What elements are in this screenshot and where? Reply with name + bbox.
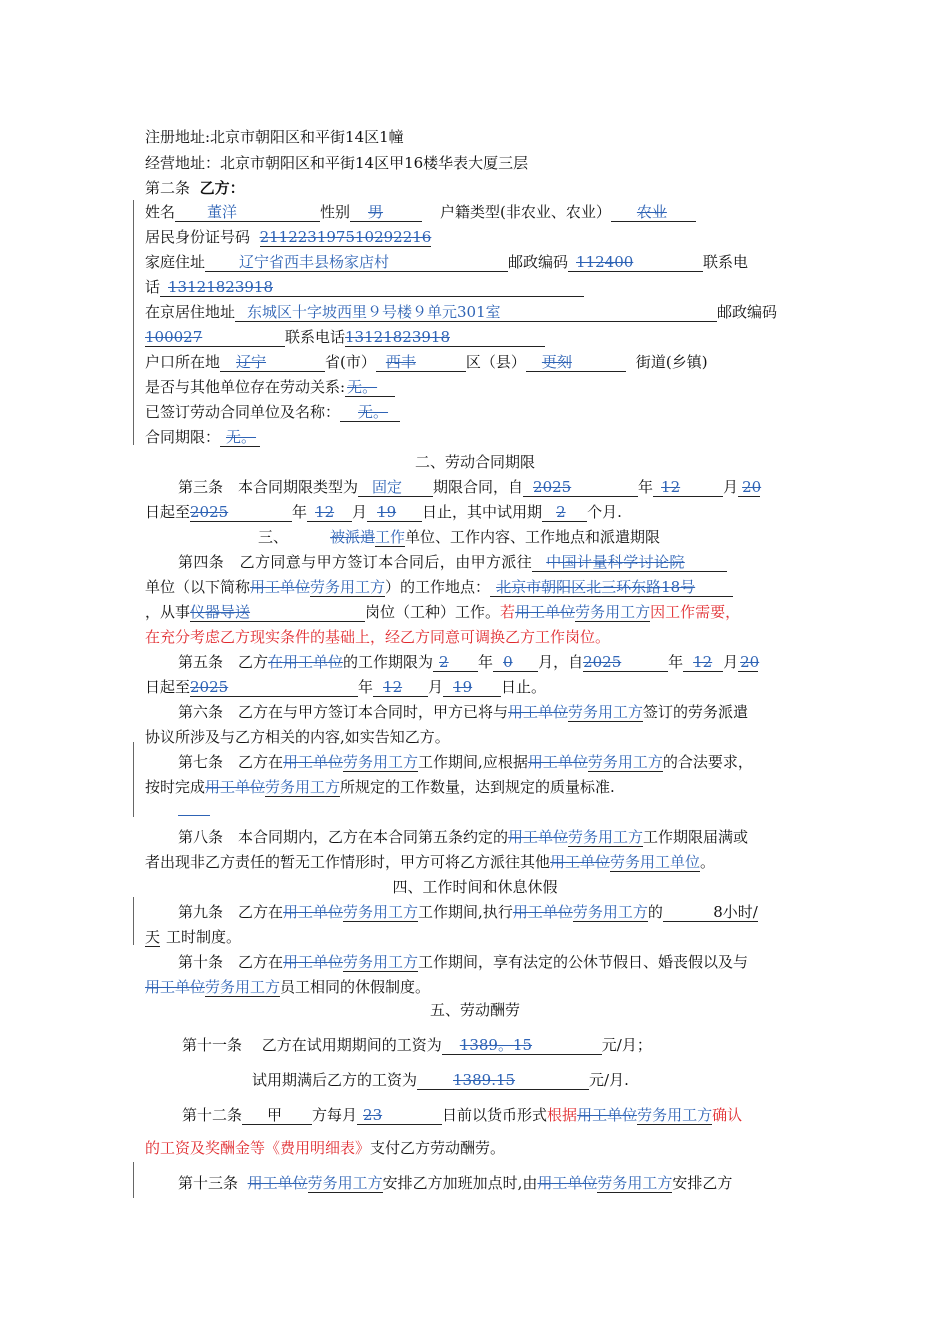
text-run: 家庭住址 [145, 253, 206, 271]
fill-blank: 劳务用工方 [572, 903, 648, 921]
article-3-line-1 [178, 477, 760, 497]
text-run: 用工单位 [550, 853, 611, 871]
text-run: 单位（以下简称 [145, 578, 251, 596]
id-row [145, 227, 431, 247]
text-run: 农业 [636, 203, 667, 221]
fill-blank [523, 479, 638, 497]
article-13-line-1 [178, 1173, 732, 1193]
text-run: 居民身份证号码 [145, 228, 251, 246]
text-run: 用工单位 [508, 828, 569, 846]
text-run: 无。 [358, 403, 389, 421]
text-run: 年 [292, 503, 308, 521]
text-run: 工作期间,应根据 [418, 753, 528, 771]
text-run: 安排乙方加班加点时,由 [382, 1174, 538, 1192]
text-run: 第十条 乙方在 [178, 953, 284, 971]
text-run: 。 [700, 853, 716, 871]
article-5-line-2 [145, 677, 546, 697]
text-run: 在用工单位 [268, 653, 344, 671]
text-run: 户口所在地 [145, 353, 221, 371]
text-run: 的 [647, 903, 663, 921]
text-run: 按时完成 [145, 778, 206, 796]
article-4-line-1 [178, 552, 727, 572]
text-run: 23 [363, 1106, 383, 1124]
signed-contract-row [145, 402, 400, 422]
text-run: 天 [145, 928, 161, 946]
fill-blank: 劳务用工方 [568, 828, 644, 846]
text-run: 2025 [533, 478, 572, 496]
text-run: 月 [723, 478, 739, 496]
fill-blank [307, 504, 352, 522]
text-run: 邮政编码 [508, 253, 569, 271]
text-run: 单位、工作内容、工作地点和派遣期限 [405, 528, 661, 546]
article-4-line-3 [145, 602, 740, 622]
text-run: ，从事 [145, 603, 191, 621]
text-run: 性别 [320, 203, 351, 221]
text-run: 员工相同的休假制度。 [280, 978, 431, 996]
text-run: 用工单位 [247, 1174, 308, 1192]
fill-blank: 劳务用工方 [310, 578, 386, 596]
text-run: 112400 [576, 253, 634, 271]
article-6-line-1 [178, 702, 748, 722]
fill-blank: 劳务用工方 [343, 953, 419, 971]
text-run: 20 [740, 653, 760, 671]
article-4-line-2 [145, 577, 733, 597]
text-run: 用工单位 [250, 578, 311, 596]
party-b-name-row [145, 202, 696, 222]
reg-address: 注册地址:北京市朝阳区和平街14区1幢 [145, 128, 404, 146]
fill-blank [340, 404, 400, 422]
text-run: 安排乙方 [672, 1174, 733, 1192]
text-run: 12 [383, 678, 403, 696]
text-run: 第八条 本合同期内，乙方在本合同第五条约定的 [178, 828, 509, 846]
text-run: 期限合同，自 [433, 478, 524, 496]
fill-blank: 劳务用工方 [568, 703, 644, 721]
article-12-line-2 [145, 1138, 505, 1158]
text-run: 的合法要求， [662, 753, 753, 771]
text-run: 用工单位 [283, 953, 344, 971]
text-run: 8小时/ [713, 903, 758, 921]
fill-blank: 劳务用工方 [587, 753, 663, 771]
article-3-line-2 [145, 502, 622, 522]
fill-blank [443, 679, 501, 697]
text-run: 1389.15 [453, 1071, 516, 1089]
text-run: 元/月. [589, 1071, 629, 1089]
change-bar [133, 200, 134, 445]
section-5-heading: 五、劳动酬劳 [429, 1001, 520, 1019]
text-run: 0 [503, 653, 513, 671]
text-run: 日前以货币形式 [442, 1106, 548, 1124]
section-4-heading: 四、工作时间和休息休假 [392, 878, 558, 896]
text-run: 街道(乡镇) [635, 353, 708, 371]
fill-blank [583, 654, 668, 672]
text-run: 省(市） [325, 353, 376, 371]
article-8-line-1 [178, 827, 748, 847]
text-run: 19 [377, 503, 397, 521]
fill-blank [526, 354, 626, 372]
text-run: 支付乙方劳动酬劳。 [370, 1139, 506, 1157]
text-run: 工作期间，享有法定的公休节假日、婚丧假以及与 [418, 953, 749, 971]
fill-blank [345, 379, 395, 397]
text-run: 19 [453, 678, 473, 696]
fill-blank [373, 679, 428, 697]
text-run: 211223197510292216 [259, 228, 432, 246]
text-run: 无。 [347, 378, 378, 396]
text-run: 的工资及奖酬金等《费用明细表》 [145, 1139, 371, 1157]
text-run [288, 528, 330, 546]
text-run: 被派遣 [330, 528, 376, 546]
section-2-heading: 二、劳动合同期限 [414, 453, 535, 471]
text-run: 工作期限届满或 [643, 828, 749, 846]
text-run: 年 [478, 653, 494, 671]
text-run: 12 [661, 478, 681, 496]
article-11-line-1 [182, 1035, 652, 1055]
fill-blank [358, 479, 433, 497]
text-run: 邮政编码 [717, 303, 778, 321]
text-run: 合同期限： [145, 428, 221, 446]
text-run: 用工单位 [205, 778, 266, 796]
change-bar [133, 897, 134, 945]
fill-blank [532, 554, 727, 572]
fill-blank [145, 929, 160, 947]
fill-blank [568, 254, 703, 272]
article-7-line-2 [145, 777, 615, 797]
text-run: 的工作期限为 [343, 653, 434, 671]
text-run: 甲 [267, 1106, 283, 1124]
text-run: 2025 [190, 503, 229, 521]
text-run: 岗位（工种）工作。 [365, 603, 501, 621]
text-run: 第二条 [145, 179, 191, 197]
fill-blank [663, 904, 758, 922]
text-run: 日起至 [145, 503, 191, 521]
text-run: 第十一条 乙方在试用期期间的工资为 [182, 1036, 442, 1054]
text-run: 无。 [226, 428, 257, 446]
fill-blank: 劳务用工单位 [610, 853, 701, 871]
text-run: 元/月； [601, 1036, 652, 1054]
text-run: 个月. [587, 503, 622, 521]
contract-term-row [145, 427, 260, 447]
article-8-line-2 [145, 852, 715, 872]
home-row [145, 252, 748, 272]
fill-blank [433, 654, 478, 672]
text-run: 者出现非乙方责任的暂无工作情形时，甲方可将乙方派往其他 [145, 853, 551, 871]
text-run: 用工单位 [515, 603, 576, 621]
fill-blank [653, 479, 723, 497]
fill-blank [345, 329, 545, 347]
text-run: 仪器导送 [190, 603, 251, 621]
text-run: 第十二条 [182, 1106, 243, 1124]
fill-blank [175, 204, 320, 222]
text-run: 辽宁省西丰县杨家店村 [239, 253, 390, 271]
fill-blank [350, 204, 422, 222]
text-run: 第十三条 [178, 1174, 239, 1192]
text-run: 所规定的工作数量，达到规定的质量标准. [340, 778, 615, 796]
article-10-line-2 [145, 977, 430, 997]
fill-blank: 劳务用工方 [205, 978, 281, 996]
text-run: 试用期满后乙方的工资为 [252, 1071, 418, 1089]
text-run: 日止。 [501, 678, 547, 696]
text-run: 第四条 乙方同意与甲方签订本合同后，由甲方派往 [178, 553, 533, 571]
text-run: 联系电 [703, 253, 749, 271]
text-run: 中国计量科学讨论院 [546, 553, 685, 571]
fill-blank: 劳务用工方 [575, 603, 651, 621]
text-run: 用工单位 [145, 978, 206, 996]
bj-postcode-row [145, 327, 545, 347]
fill-blank [376, 354, 466, 372]
article-10-line-1 [178, 952, 748, 972]
text-run: 工作期间,执行 [418, 903, 513, 921]
fill-blank [542, 504, 587, 522]
fill-blank [190, 604, 365, 622]
fill-blank: 工作 [375, 528, 406, 546]
text-run: 第五条 乙方 [178, 653, 269, 671]
text-run: ）的工作地点： [385, 578, 491, 596]
fill-blank: 劳务用工方 [637, 1106, 713, 1124]
article-9-line-1 [178, 902, 758, 922]
fill-blank [611, 204, 696, 222]
text-run: 在京居住地址 [145, 303, 236, 321]
text-run: 话 [145, 278, 161, 296]
fill-blank [220, 429, 260, 447]
text-run: 12 [693, 653, 713, 671]
text-run: 2 [556, 503, 566, 521]
text-run: 三、 [258, 528, 289, 546]
text-run: 户籍类型(非农业、农业） [440, 203, 611, 221]
article-12-line-1 [182, 1105, 742, 1125]
text-run: 第九条 乙方在 [178, 903, 284, 921]
text-run: 签订的劳务派遣 [643, 703, 749, 721]
fill-blank: 劳务用工方 [265, 778, 341, 796]
text-run: 方每月 [312, 1106, 358, 1124]
fill-blank [260, 229, 432, 247]
text-run: 用工单位 [512, 903, 573, 921]
text-run: 年 [358, 678, 374, 696]
article-11-line-2 [252, 1070, 629, 1090]
biz-address: 经营地址：北京市朝阳区和平街14区甲16楼华表大厦三层 [145, 154, 529, 172]
change-bar [133, 742, 134, 817]
fill-blank [242, 1107, 312, 1125]
fill-blank [738, 654, 758, 672]
text-run: 月，自 [538, 653, 584, 671]
fill-blank [367, 504, 422, 522]
text-run: 年 [638, 478, 654, 496]
text-run: 北京市朝阳区北三环东路18号 [496, 578, 696, 596]
text-run: 东城区十字坡西里９号楼９单元301室 [247, 303, 501, 321]
article-2-title [145, 178, 245, 198]
text-run: 西丰 [385, 353, 416, 371]
text-run: 月 [723, 653, 739, 671]
text-run: 根据 [547, 1106, 578, 1124]
text-run: 已签订劳动合同单位及名称： [145, 403, 341, 421]
text-run: 12 [315, 503, 335, 521]
fill-blank [220, 354, 325, 372]
fill-blank: 劳务用工方 [307, 1174, 383, 1192]
fill-blank [493, 654, 538, 672]
fill-blank [683, 654, 723, 672]
hukou-location-row [145, 352, 708, 372]
phone-row [145, 277, 584, 297]
text-run: 固定 [372, 478, 403, 496]
section-3-heading [258, 527, 660, 547]
text-run: 工时制度。 [166, 928, 242, 946]
fill-blank: 劳务用工方 [597, 1174, 673, 1192]
article-7-line-1 [178, 752, 753, 772]
fill-blank [145, 329, 285, 347]
text-run: 2 [439, 653, 449, 671]
text-run: 用工单位 [537, 1174, 598, 1192]
text-run: 更刻 [541, 353, 572, 371]
fill-blank [235, 304, 717, 322]
text-run: 姓名 [145, 203, 176, 221]
fill-blank [160, 279, 584, 297]
text-run: 日起至 [145, 678, 191, 696]
fill-blank [417, 1072, 589, 1090]
fill-blank [190, 679, 358, 697]
fill-blank [190, 504, 292, 522]
text-run: 13121823918 [168, 278, 273, 296]
article-5-line-1 [178, 652, 758, 672]
fill-blank: 劳务用工方 [343, 753, 419, 771]
text-run: 月 [428, 678, 444, 696]
text-run: 第六条 乙方在与甲方签订本合同时，甲方已将与 [178, 703, 509, 721]
text-run: 确认 [712, 1106, 743, 1124]
text-run: 用工单位 [527, 753, 588, 771]
text-run: 日止，其中试用期 [422, 503, 543, 521]
fill-blank: 劳务用工方 [343, 903, 419, 921]
text-run: 100027 [145, 328, 203, 346]
text-run: 20 [742, 478, 762, 496]
article-9-line-2 [145, 927, 241, 947]
text-run: 第七条 乙方在 [178, 753, 284, 771]
text-run: 月 [352, 503, 368, 521]
text-run: 区（县） [465, 353, 526, 371]
text-run: 是否与其他单位存在劳动关系: [145, 378, 346, 396]
other-employment-row [145, 377, 395, 397]
text-run: 用工单位 [508, 703, 569, 721]
text-run: 联系电话 [285, 328, 346, 346]
text-run: 2025 [190, 678, 229, 696]
text-run: 因工作需要， [650, 603, 741, 621]
fill-blank [205, 254, 508, 272]
text-run: 1389。15 [459, 1036, 533, 1054]
text-run: 辽宁 [236, 353, 267, 371]
text-run: 第三条 本合同期限类型为 [178, 478, 359, 496]
text-run: 用工单位 [283, 753, 344, 771]
change-bar [133, 1162, 134, 1198]
fill-blank [490, 579, 733, 597]
text-run: 2025 [583, 653, 622, 671]
insertion-mark [178, 815, 210, 816]
text-run: 男 [368, 203, 384, 221]
article-4-line-4: 在充分考虑乙方现实条件的基础上，经乙方同意可调换乙方工作岗位。 [145, 628, 611, 646]
text-run: 用工单位 [283, 903, 344, 921]
article-6-line-2: 协议所涉及与乙方相关的内容,如实告知乙方。 [145, 728, 450, 746]
name-value: 董洋 [207, 203, 238, 221]
fill-blank [738, 479, 760, 497]
fill-blank [357, 1107, 442, 1125]
text-run: 用工单位 [577, 1106, 638, 1124]
fill-blank [442, 1037, 602, 1055]
text-run: 乙方： [199, 179, 245, 197]
text-run: 13121823918 [345, 328, 450, 346]
text-run: 年 [668, 653, 684, 671]
bj-address-row [145, 302, 777, 322]
text-run: 若 [500, 603, 516, 621]
